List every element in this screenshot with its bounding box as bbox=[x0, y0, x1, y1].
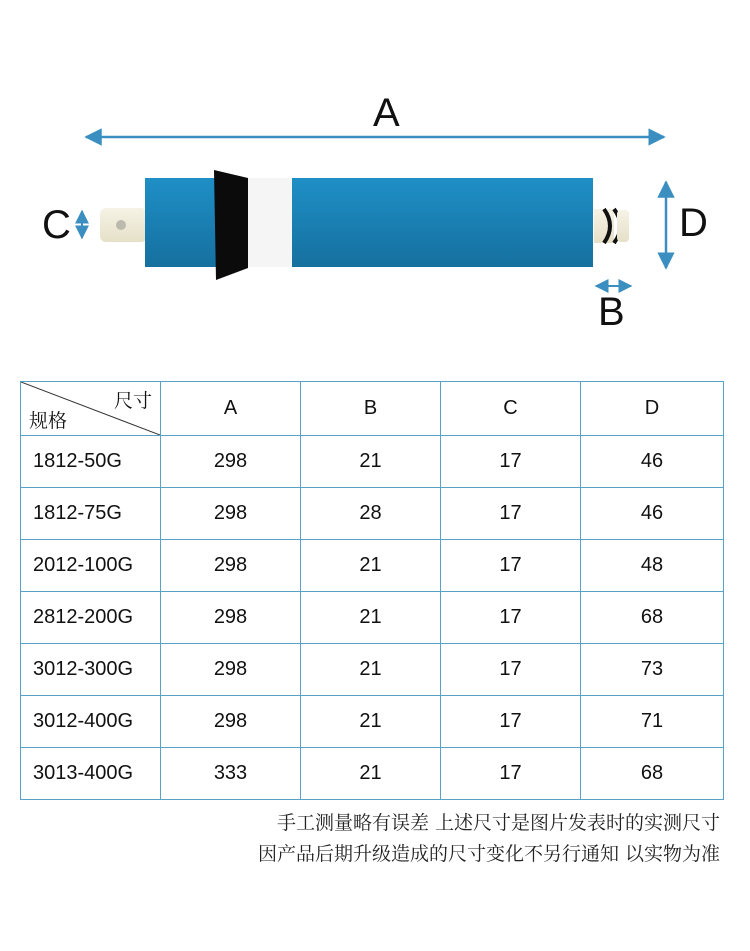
membrane-body-left bbox=[145, 178, 217, 267]
table-row bbox=[21, 592, 724, 644]
table-row bbox=[21, 540, 724, 592]
value-cell-d: 68 bbox=[581, 748, 724, 800]
model-cell: 3013-400G bbox=[21, 748, 161, 800]
membrane-body-right bbox=[292, 178, 593, 267]
value-cell-b: 21 bbox=[301, 592, 441, 644]
membrane-illustration bbox=[0, 0, 750, 340]
measurement-notes bbox=[0, 808, 720, 870]
value-cell-c: 17 bbox=[441, 436, 581, 488]
value-cell-b: 21 bbox=[301, 540, 441, 592]
dimension-label-c: C bbox=[42, 203, 71, 247]
value-cell-b: 21 bbox=[301, 436, 441, 488]
table-row bbox=[21, 488, 724, 540]
corner-header-cell bbox=[21, 382, 161, 436]
value-cell-b: 21 bbox=[301, 644, 441, 696]
value-cell-b: 21 bbox=[301, 748, 441, 800]
value-cell-a: 298 bbox=[161, 696, 301, 748]
value-cell-c: 17 bbox=[441, 748, 581, 800]
value-cell-c: 17 bbox=[441, 696, 581, 748]
value-cell-a: 333 bbox=[161, 748, 301, 800]
value-cell-d: 46 bbox=[581, 488, 724, 540]
model-cell: 2812-200G bbox=[21, 592, 161, 644]
value-cell-a: 298 bbox=[161, 540, 301, 592]
value-cell-d: 48 bbox=[581, 540, 724, 592]
model-cell: 3012-300G bbox=[21, 644, 161, 696]
value-cell-b: 28 bbox=[301, 488, 441, 540]
model-cell: 3012-400G bbox=[21, 696, 161, 748]
value-cell-d: 71 bbox=[581, 696, 724, 748]
column-header-b: B bbox=[301, 382, 441, 436]
pipe-hole bbox=[116, 220, 126, 230]
table-row bbox=[21, 436, 724, 488]
table-row bbox=[21, 644, 724, 696]
dimension-label-d: D bbox=[679, 201, 708, 245]
column-header-c: C bbox=[441, 382, 581, 436]
value-cell-b: 21 bbox=[301, 696, 441, 748]
column-header-a: A bbox=[161, 382, 301, 436]
model-cell: 1812-75G bbox=[21, 488, 161, 540]
value-cell-c: 17 bbox=[441, 644, 581, 696]
value-cell-d: 46 bbox=[581, 436, 724, 488]
model-cell: 2012-100G bbox=[21, 540, 161, 592]
value-cell-c: 17 bbox=[441, 488, 581, 540]
dimension-label-a: A bbox=[373, 91, 400, 135]
dimension-label-b: B bbox=[598, 290, 625, 334]
spec-table bbox=[20, 381, 724, 800]
note-line-2: 因产品后期升级造成的尺寸变化不另行通知 以实物为准 bbox=[257, 843, 720, 865]
brine-seal bbox=[214, 170, 248, 280]
column-header-d: D bbox=[581, 382, 724, 436]
model-cell: 1812-50G bbox=[21, 436, 161, 488]
value-cell-a: 298 bbox=[161, 488, 301, 540]
membrane-diagram bbox=[0, 0, 750, 340]
value-cell-d: 68 bbox=[581, 592, 724, 644]
value-cell-a: 298 bbox=[161, 644, 301, 696]
value-cell-a: 298 bbox=[161, 592, 301, 644]
value-cell-c: 17 bbox=[441, 540, 581, 592]
table-row bbox=[21, 696, 724, 748]
white-band bbox=[248, 178, 292, 267]
outlet-tip bbox=[617, 210, 629, 242]
corner-label-spec: 规格 bbox=[29, 411, 68, 432]
corner-label-size: 尺寸 bbox=[113, 391, 152, 412]
value-cell-a: 298 bbox=[161, 436, 301, 488]
note-line-1: 手工测量略有误差 上述尺寸是图片发表时的实测尺寸 bbox=[276, 812, 720, 834]
value-cell-c: 17 bbox=[441, 592, 581, 644]
table-row bbox=[21, 748, 724, 800]
table-header-row bbox=[21, 382, 724, 436]
value-cell-d: 73 bbox=[581, 644, 724, 696]
